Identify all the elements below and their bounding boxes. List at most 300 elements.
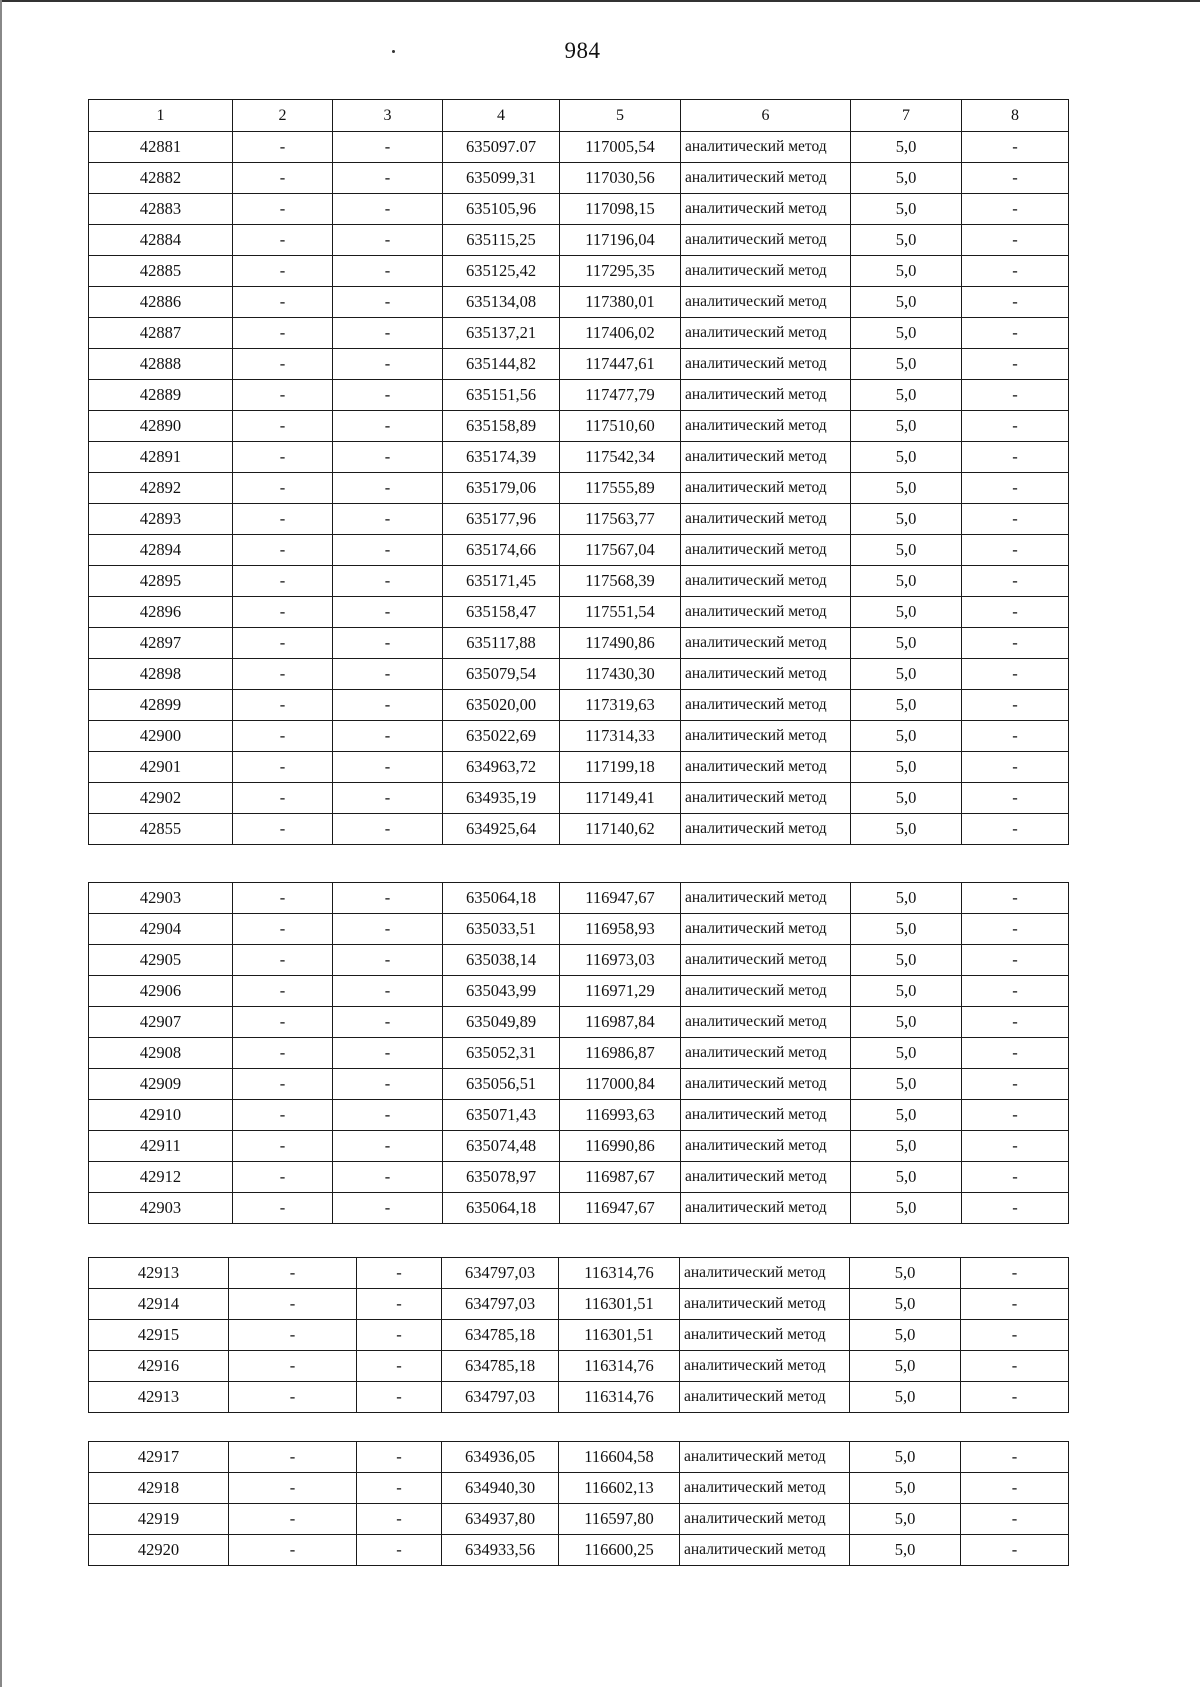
- table-cell: 5,0: [851, 318, 962, 349]
- column-header: 3: [333, 100, 443, 132]
- table-cell: аналитический метод: [681, 659, 851, 690]
- table-row: [89, 1535, 1069, 1566]
- table-cell: -: [357, 1320, 442, 1351]
- table-cell: -: [333, 945, 443, 976]
- table-row: [89, 1504, 1069, 1535]
- table-cell: 117030,56: [560, 163, 681, 194]
- table-cell: 116971,29: [560, 976, 681, 1007]
- table-cell: 117295,35: [560, 256, 681, 287]
- table-cell: 42887: [89, 318, 233, 349]
- table-cell: 5,0: [851, 1038, 962, 1069]
- table-cell: -: [357, 1258, 442, 1289]
- table-row: [89, 1100, 1069, 1131]
- table-cell: аналитический метод: [680, 1473, 850, 1504]
- table-cell: 116947,67: [560, 883, 681, 914]
- table-cell: 117447,61: [560, 349, 681, 380]
- column-header: 8: [962, 100, 1069, 132]
- table-cell: -: [961, 1320, 1069, 1351]
- table-cell: -: [233, 690, 333, 721]
- table-row: [89, 690, 1069, 721]
- table-cell: -: [233, 1100, 333, 1131]
- table-cell: -: [333, 1007, 443, 1038]
- table-cell: -: [233, 473, 333, 504]
- column-header: 5: [560, 100, 681, 132]
- table-cell: 116973,03: [560, 945, 681, 976]
- table-cell: 5,0: [851, 256, 962, 287]
- table-cell: 42889: [89, 380, 233, 411]
- table-cell: 634940,30: [442, 1473, 559, 1504]
- table-cell: -: [962, 945, 1069, 976]
- table-cell: 5,0: [851, 225, 962, 256]
- table-row: [89, 1162, 1069, 1193]
- table-cell: 42909: [89, 1069, 233, 1100]
- table-cell: аналитический метод: [680, 1258, 850, 1289]
- table-cell: -: [961, 1289, 1069, 1320]
- table-row: [89, 1069, 1069, 1100]
- table-cell: -: [233, 256, 333, 287]
- table-cell: 42904: [89, 914, 233, 945]
- table-cell: 635177,96: [443, 504, 560, 535]
- table-cell: -: [962, 752, 1069, 783]
- table-cell: 117000,84: [560, 1069, 681, 1100]
- table-cell: -: [962, 883, 1069, 914]
- coordinates-table-2: [88, 882, 1069, 1224]
- table-cell: 634963,72: [443, 752, 560, 783]
- table-cell: -: [229, 1535, 357, 1566]
- table-cell: 42917: [89, 1442, 229, 1473]
- table-cell: 634785,18: [442, 1320, 559, 1351]
- table-cell: 117149,41: [560, 783, 681, 814]
- table-cell: 42916: [89, 1351, 229, 1382]
- table-row: [89, 976, 1069, 1007]
- table-cell: 5,0: [851, 1007, 962, 1038]
- table-cell: 635125,42: [443, 256, 560, 287]
- table-cell: аналитический метод: [681, 783, 851, 814]
- table-cell: 116600,25: [559, 1535, 680, 1566]
- table-cell: 42893: [89, 504, 233, 535]
- coordinates-table-1: [88, 99, 1069, 845]
- table-cell: 42897: [89, 628, 233, 659]
- table-cell: 5,0: [851, 945, 962, 976]
- table-cell: -: [962, 690, 1069, 721]
- table-cell: 635137,21: [443, 318, 560, 349]
- table-cell: -: [229, 1351, 357, 1382]
- table-cell: -: [333, 132, 443, 163]
- table-cell: -: [333, 1038, 443, 1069]
- table-cell: 5,0: [851, 411, 962, 442]
- table-cell: -: [233, 132, 333, 163]
- table-cell: аналитический метод: [681, 721, 851, 752]
- table-cell: -: [233, 349, 333, 380]
- table-cell: 634797,03: [442, 1289, 559, 1320]
- table-row: [89, 1351, 1069, 1382]
- table-cell: 42891: [89, 442, 233, 473]
- table-cell: -: [962, 411, 1069, 442]
- table-cell: аналитический метод: [681, 1193, 851, 1224]
- table-cell: -: [333, 1193, 443, 1224]
- table-cell: -: [233, 752, 333, 783]
- table-row: [89, 628, 1069, 659]
- table-cell: -: [333, 256, 443, 287]
- table-cell: аналитический метод: [680, 1320, 850, 1351]
- table-row: [89, 1007, 1069, 1038]
- table-cell: -: [229, 1258, 357, 1289]
- table-cell: 42892: [89, 473, 233, 504]
- table-cell: 116987,67: [560, 1162, 681, 1193]
- table-row: [89, 914, 1069, 945]
- table-cell: аналитический метод: [681, 442, 851, 473]
- table-cell: -: [357, 1442, 442, 1473]
- table-cell: 5,0: [850, 1351, 961, 1382]
- table-cell: -: [333, 597, 443, 628]
- table-cell: 635049,89: [443, 1007, 560, 1038]
- table-row: [89, 1038, 1069, 1069]
- table-cell: 42886: [89, 287, 233, 318]
- table-cell: аналитический метод: [680, 1535, 850, 1566]
- table-header-row: [89, 100, 1069, 132]
- table-row: [89, 1131, 1069, 1162]
- table-cell: 42918: [89, 1473, 229, 1504]
- table-cell: 116597,80: [559, 1504, 680, 1535]
- table-cell: -: [333, 504, 443, 535]
- table-cell: -: [961, 1473, 1069, 1504]
- table-cell: -: [962, 287, 1069, 318]
- table-cell: 635074,48: [443, 1131, 560, 1162]
- table-cell: -: [233, 225, 333, 256]
- table-cell: 635038,14: [443, 945, 560, 976]
- table-cell: -: [233, 628, 333, 659]
- table-cell: 116958,93: [560, 914, 681, 945]
- table-cell: 117567,04: [560, 535, 681, 566]
- table-cell: аналитический метод: [681, 1131, 851, 1162]
- table-cell: аналитический метод: [680, 1442, 850, 1473]
- table-cell: 117196,04: [560, 225, 681, 256]
- table-cell: -: [233, 411, 333, 442]
- table-cell: 5,0: [851, 721, 962, 752]
- table-cell: 42882: [89, 163, 233, 194]
- table-cell: 42890: [89, 411, 233, 442]
- table-row: [89, 721, 1069, 752]
- table-cell: аналитический метод: [681, 628, 851, 659]
- table-cell: -: [333, 976, 443, 1007]
- table-row: [89, 287, 1069, 318]
- table-cell: -: [961, 1442, 1069, 1473]
- table-cell: 5,0: [851, 976, 962, 1007]
- table-cell: 42912: [89, 1162, 233, 1193]
- table-row: [89, 1289, 1069, 1320]
- table-cell: -: [333, 163, 443, 194]
- table-cell: 5,0: [851, 783, 962, 814]
- table-cell: -: [229, 1382, 357, 1413]
- table-row: [89, 380, 1069, 411]
- table-cell: 117005,54: [560, 132, 681, 163]
- table-cell: -: [233, 883, 333, 914]
- table-cell: -: [962, 976, 1069, 1007]
- table-cell: -: [233, 318, 333, 349]
- table-cell: -: [962, 628, 1069, 659]
- table-cell: 117490,86: [560, 628, 681, 659]
- table-cell: 5,0: [851, 194, 962, 225]
- table-row: [89, 1193, 1069, 1224]
- table-cell: 5,0: [851, 1069, 962, 1100]
- table-cell: 42899: [89, 690, 233, 721]
- table-cell: -: [333, 659, 443, 690]
- table-cell: -: [233, 659, 333, 690]
- table-cell: 116604,58: [559, 1442, 680, 1473]
- table-row: [89, 442, 1069, 473]
- table-cell: -: [333, 1131, 443, 1162]
- table-cell: 635105,96: [443, 194, 560, 225]
- table-cell: 116947,67: [560, 1193, 681, 1224]
- table-cell: 635020,00: [443, 690, 560, 721]
- table-cell: 635151,56: [443, 380, 560, 411]
- table-cell: -: [333, 752, 443, 783]
- table-cell: 635078,97: [443, 1162, 560, 1193]
- table-cell: 5,0: [850, 1473, 961, 1504]
- table-cell: -: [233, 1131, 333, 1162]
- table-cell: 635099,31: [443, 163, 560, 194]
- table-cell: аналитический метод: [680, 1382, 850, 1413]
- table-cell: -: [233, 287, 333, 318]
- table-cell: 42908: [89, 1038, 233, 1069]
- table-cell: 5,0: [851, 628, 962, 659]
- coordinates-table-4: [88, 1441, 1069, 1566]
- table-cell: 634933,56: [442, 1535, 559, 1566]
- table-cell: -: [962, 566, 1069, 597]
- table-cell: 117406,02: [560, 318, 681, 349]
- table-cell: -: [962, 1162, 1069, 1193]
- table-cell: аналитический метод: [680, 1351, 850, 1382]
- table-cell: 5,0: [851, 442, 962, 473]
- table-row: [89, 225, 1069, 256]
- table-cell: -: [333, 380, 443, 411]
- table-cell: 635171,45: [443, 566, 560, 597]
- table-cell: 5,0: [851, 1193, 962, 1224]
- table-cell: 634797,03: [442, 1382, 559, 1413]
- table-cell: 5,0: [850, 1320, 961, 1351]
- table-cell: -: [962, 504, 1069, 535]
- table-cell: аналитический метод: [681, 1038, 851, 1069]
- table-cell: 117098,15: [560, 194, 681, 225]
- table-cell: 42905: [89, 945, 233, 976]
- table-row: [89, 659, 1069, 690]
- table-cell: -: [233, 783, 333, 814]
- table-cell: 42855: [89, 814, 233, 845]
- table-cell: 635174,66: [443, 535, 560, 566]
- table-cell: 635158,89: [443, 411, 560, 442]
- table-cell: -: [962, 914, 1069, 945]
- table-cell: 42920: [89, 1535, 229, 1566]
- table-cell: 5,0: [851, 1100, 962, 1131]
- table-cell: 5,0: [851, 883, 962, 914]
- scan-border-top: [0, 0, 1200, 2]
- table-cell: -: [961, 1258, 1069, 1289]
- table-cell: 116301,51: [559, 1289, 680, 1320]
- table-cell: 42900: [89, 721, 233, 752]
- table-cell: 5,0: [850, 1382, 961, 1413]
- table-cell: 635079,54: [443, 659, 560, 690]
- table-cell: -: [333, 411, 443, 442]
- table-row: [89, 814, 1069, 845]
- table-cell: 117319,63: [560, 690, 681, 721]
- table-cell: -: [357, 1504, 442, 1535]
- table-cell: -: [962, 721, 1069, 752]
- table-cell: -: [229, 1289, 357, 1320]
- table-row: [89, 1320, 1069, 1351]
- table-cell: 117555,89: [560, 473, 681, 504]
- table-cell: 635071,43: [443, 1100, 560, 1131]
- table-cell: аналитический метод: [681, 883, 851, 914]
- table-cell: 635158,47: [443, 597, 560, 628]
- table-cell: аналитический метод: [681, 1069, 851, 1100]
- table-cell: 5,0: [850, 1442, 961, 1473]
- table-cell: -: [333, 690, 443, 721]
- table-cell: аналитический метод: [681, 976, 851, 1007]
- table-cell: -: [233, 721, 333, 752]
- table-cell: 5,0: [851, 349, 962, 380]
- table-cell: 116990,86: [560, 1131, 681, 1162]
- table-cell: -: [357, 1473, 442, 1504]
- table-cell: 5,0: [851, 597, 962, 628]
- table-cell: -: [962, 349, 1069, 380]
- table-cell: аналитический метод: [681, 163, 851, 194]
- table-cell: 116602,13: [559, 1473, 680, 1504]
- table-cell: 42895: [89, 566, 233, 597]
- table-cell: аналитический метод: [681, 535, 851, 566]
- table-row: [89, 1258, 1069, 1289]
- table-cell: 635064,18: [443, 883, 560, 914]
- table-cell: 42898: [89, 659, 233, 690]
- table-cell: -: [233, 1162, 333, 1193]
- table-cell: 635043,99: [443, 976, 560, 1007]
- table-cell: 5,0: [850, 1504, 961, 1535]
- table-cell: -: [962, 535, 1069, 566]
- table-cell: -: [233, 1193, 333, 1224]
- table-cell: 117314,33: [560, 721, 681, 752]
- table-cell: -: [962, 1131, 1069, 1162]
- table-cell: -: [357, 1351, 442, 1382]
- table-row: [89, 566, 1069, 597]
- table-cell: 42901: [89, 752, 233, 783]
- table-cell: 42902: [89, 783, 233, 814]
- table-cell: 42907: [89, 1007, 233, 1038]
- table-cell: 117542,34: [560, 442, 681, 473]
- table-cell: -: [229, 1504, 357, 1535]
- table-cell: 116987,84: [560, 1007, 681, 1038]
- table-cell: 116314,76: [559, 1351, 680, 1382]
- table-row: [89, 318, 1069, 349]
- table-cell: -: [961, 1535, 1069, 1566]
- table-row: [89, 194, 1069, 225]
- table-cell: -: [962, 1038, 1069, 1069]
- table-row: [89, 535, 1069, 566]
- table-cell: 42919: [89, 1504, 229, 1535]
- column-header: 4: [443, 100, 560, 132]
- table-cell: 42903: [89, 883, 233, 914]
- table-cell: 117199,18: [560, 752, 681, 783]
- table-cell: аналитический метод: [680, 1289, 850, 1320]
- table-cell: 5,0: [851, 163, 962, 194]
- table-cell: -: [233, 535, 333, 566]
- table-cell: -: [233, 976, 333, 1007]
- table-cell: аналитический метод: [681, 225, 851, 256]
- table-cell: аналитический метод: [681, 380, 851, 411]
- table-cell: 634925,64: [443, 814, 560, 845]
- table-row: [89, 349, 1069, 380]
- table-cell: аналитический метод: [681, 473, 851, 504]
- table-cell: -: [233, 194, 333, 225]
- table-cell: -: [962, 473, 1069, 504]
- table-cell: 42883: [89, 194, 233, 225]
- table-cell: 635134,08: [443, 287, 560, 318]
- table-cell: 116986,87: [560, 1038, 681, 1069]
- table-row: [89, 1473, 1069, 1504]
- table-cell: -: [229, 1473, 357, 1504]
- table-cell: -: [962, 318, 1069, 349]
- table-cell: -: [333, 566, 443, 597]
- table-row: [89, 163, 1069, 194]
- table-cell: аналитический метод: [681, 256, 851, 287]
- table-cell: -: [962, 1069, 1069, 1100]
- table-cell: 5,0: [851, 504, 962, 535]
- table-row: [89, 783, 1069, 814]
- table-cell: -: [233, 380, 333, 411]
- table-row: [89, 411, 1069, 442]
- table-cell: 635022,69: [443, 721, 560, 752]
- table-cell: 5,0: [851, 473, 962, 504]
- table-cell: -: [962, 814, 1069, 845]
- table-cell: 42911: [89, 1131, 233, 1162]
- table-cell: 42903: [89, 1193, 233, 1224]
- table-cell: аналитический метод: [681, 194, 851, 225]
- table-cell: аналитический метод: [681, 1007, 851, 1038]
- table-cell: -: [233, 1007, 333, 1038]
- table-cell: аналитический метод: [681, 945, 851, 976]
- table-row: [89, 1442, 1069, 1473]
- table-cell: -: [333, 225, 443, 256]
- table-cell: 42914: [89, 1289, 229, 1320]
- table-cell: аналитический метод: [681, 690, 851, 721]
- table-cell: аналитический метод: [681, 914, 851, 945]
- table-cell: 5,0: [851, 1162, 962, 1193]
- table-cell: аналитический метод: [681, 318, 851, 349]
- table-cell: -: [333, 473, 443, 504]
- table-cell: 5,0: [850, 1535, 961, 1566]
- table-cell: -: [233, 504, 333, 535]
- table-cell: 634797,03: [442, 1258, 559, 1289]
- table-cell: 5,0: [851, 287, 962, 318]
- table-cell: 42896: [89, 597, 233, 628]
- table-cell: -: [357, 1289, 442, 1320]
- table-cell: аналитический метод: [681, 752, 851, 783]
- table-cell: -: [229, 1320, 357, 1351]
- table-cell: 117510,60: [560, 411, 681, 442]
- table-cell: 42906: [89, 976, 233, 1007]
- table-row: [89, 1382, 1069, 1413]
- table-cell: аналитический метод: [680, 1504, 850, 1535]
- table-cell: -: [333, 1069, 443, 1100]
- table-cell: -: [962, 380, 1069, 411]
- table-cell: -: [962, 597, 1069, 628]
- table-cell: -: [333, 535, 443, 566]
- table-cell: 635056,51: [443, 1069, 560, 1100]
- table-cell: -: [233, 1038, 333, 1069]
- table-cell: -: [962, 1007, 1069, 1038]
- table-cell: -: [961, 1351, 1069, 1382]
- coordinates-table-3: [88, 1257, 1069, 1413]
- column-header: 1: [89, 100, 233, 132]
- table-cell: 116314,76: [559, 1258, 680, 1289]
